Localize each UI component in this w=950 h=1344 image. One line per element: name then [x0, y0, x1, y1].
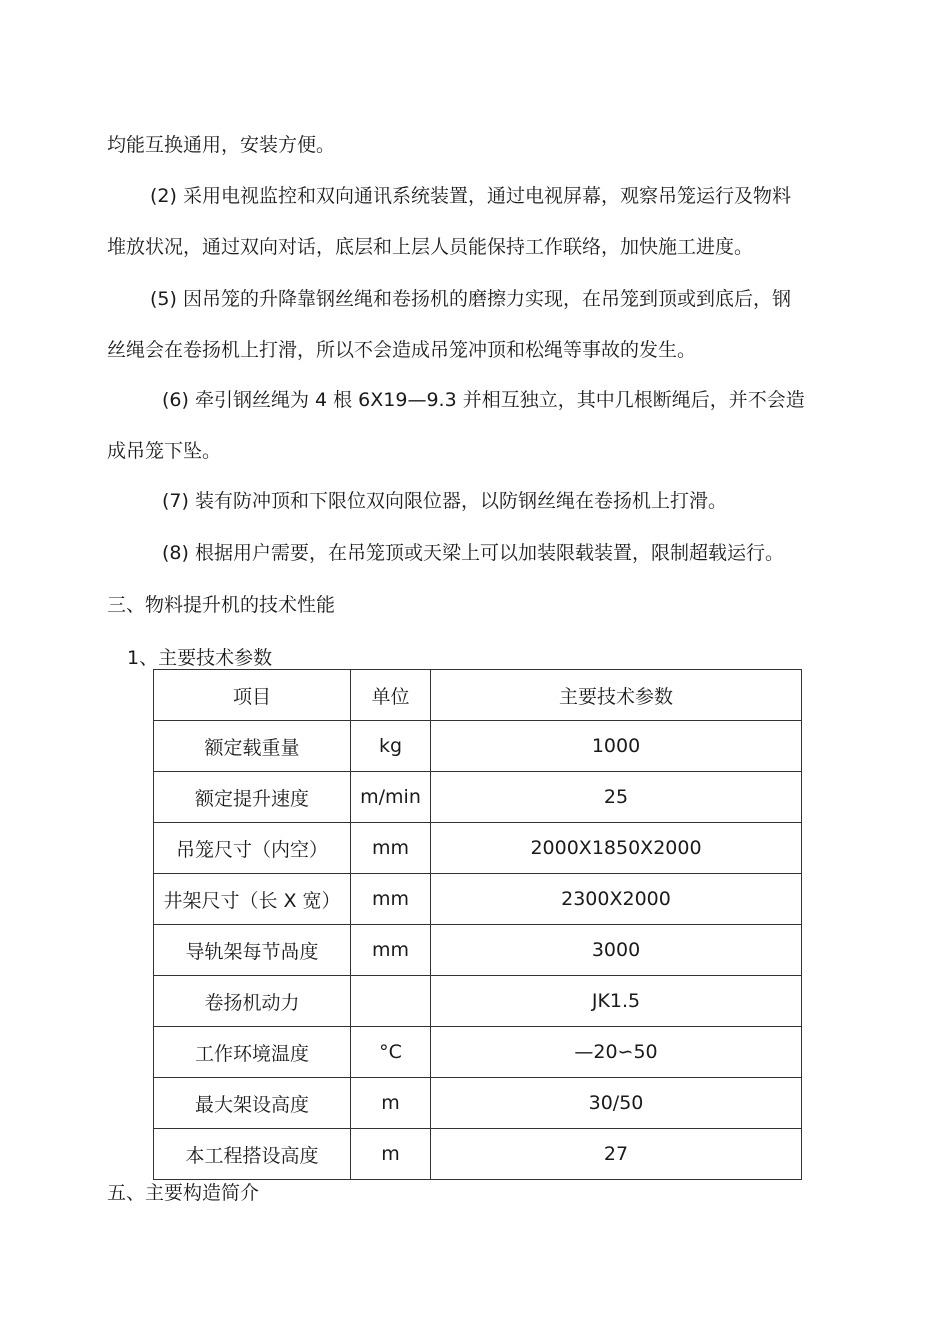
- table-row: [154, 874, 802, 925]
- cell-value: 27: [431, 1129, 802, 1180]
- paragraph-6-line-1: (6) 牵引钢丝绳为 4 根 6X19—9.3 并相互独立，其中几根断绳后，并不会造: [162, 389, 805, 411]
- cell-item: 工作环境温度: [154, 1027, 351, 1078]
- table-row: [154, 1078, 802, 1129]
- paragraph-5-line-1: (5) 因吊笼的升降靠钢丝绳和卷扬机的磨擦力实现，在吊笼到顶或到底后，钢: [150, 288, 791, 310]
- cell-item: 导轨架每节咼度: [154, 925, 351, 976]
- table-row: [154, 1027, 802, 1078]
- paragraph-2-line-1: (2) 采用电视监控和双向通讯系统装置，通过电视屏幕，观察吊笼运行及物料: [150, 185, 791, 207]
- cell-item: 本工程搭设高度: [154, 1129, 351, 1180]
- cell-unit: m: [351, 1129, 431, 1180]
- header-item: 项目: [154, 670, 351, 721]
- cell-unit: mm: [351, 874, 431, 925]
- technical-parameters-table: [153, 669, 802, 1180]
- cell-item: 额定提升速度: [154, 772, 351, 823]
- cell-value: JK1.5: [431, 976, 802, 1027]
- cell-value: 3000: [431, 925, 802, 976]
- cell-value: 2000X1850X2000: [431, 823, 802, 874]
- section-5-heading: 五、主要构造简介: [107, 1182, 260, 1204]
- paragraph-7: (7) 装有防冲顶和下限位双向限位器，以防钢丝绳在卷扬机上打滑。: [162, 490, 727, 512]
- cell-item: 卷扬机动力: [154, 976, 351, 1027]
- table-row: [154, 823, 802, 874]
- header-parameter: 主要技术参数: [431, 670, 802, 721]
- cell-unit: m/min: [351, 772, 431, 823]
- cell-item: 吊笼尺寸（内空）: [154, 823, 351, 874]
- cell-value: 30/50: [431, 1078, 802, 1129]
- cell-item: 最大架设高度: [154, 1078, 351, 1129]
- cell-value: 1000: [431, 721, 802, 772]
- table-row: [154, 721, 802, 772]
- cell-unit: °C: [351, 1027, 431, 1078]
- subsection-1-heading: 1、主要技术参数: [127, 647, 273, 669]
- cell-unit: mm: [351, 823, 431, 874]
- paragraph-continuation: 均能互换通用，安装方便。: [107, 134, 336, 156]
- cell-value: 2300X2000: [431, 874, 802, 925]
- cell-value: —20∽50: [431, 1027, 802, 1078]
- table-row: [154, 976, 802, 1027]
- paragraph-5-line-2: 丝绳会在卷扬机上打滑，所以不会造成吊笼冲顶和松绳等事故的发生。: [107, 339, 697, 361]
- paragraph-8: (8) 根据用户需要，在吊笼顶或天梁上可以加装限载装置，限制超载运行。: [162, 542, 784, 564]
- table-row: [154, 772, 802, 823]
- paragraph-6-line-2: 成吊笼下坠。: [107, 440, 222, 462]
- cell-item: 额定载重量: [154, 721, 351, 772]
- cell-item: 井架尺寸（长 X 宽）: [154, 874, 351, 925]
- header-unit: 单位: [351, 670, 431, 721]
- cell-unit: kg: [351, 721, 431, 772]
- cell-value: 25: [431, 772, 802, 823]
- table-header-row: [154, 670, 802, 721]
- cell-unit: m: [351, 1078, 431, 1129]
- table-row: [154, 925, 802, 976]
- cell-unit: [351, 976, 431, 1027]
- paragraph-2-line-2: 堆放状况，通过双向对话，底层和上层人员能保持工作联络，加快施工进度。: [107, 236, 754, 258]
- cell-unit: mm: [351, 925, 431, 976]
- table-row: [154, 1129, 802, 1180]
- section-3-heading: 三、物料提升机的技术性能: [107, 594, 336, 616]
